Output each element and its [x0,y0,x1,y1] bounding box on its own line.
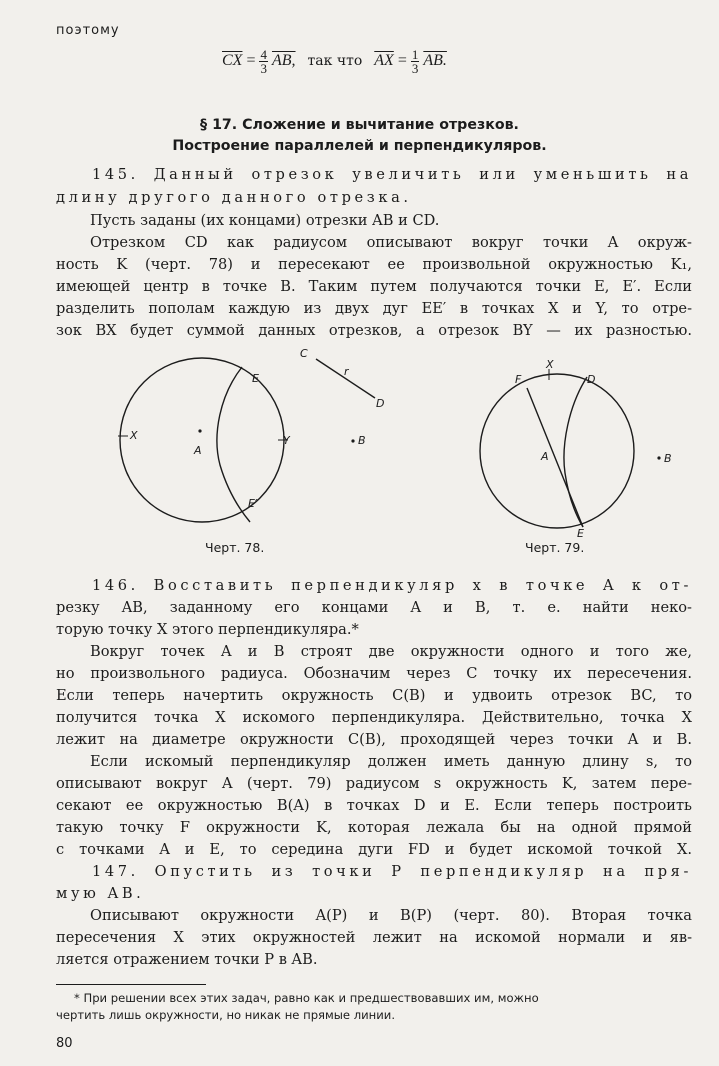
figure-79 [455,355,695,555]
fig79-circle-k [480,374,634,528]
para-145-line4: Отрезком CD как радиусом описывают вокруг точки A окруж- [90,234,692,251]
para-145-line8: зок BX будет суммой данных отрезков, а отрезок BY — их разностью. [56,322,692,339]
formula-connective: так что [307,53,363,70]
para-146-line1: 146. Восставить перпендикуляр x в точке A к от- [92,577,692,594]
para-147-line4: пересечения X этих окружностей лежит на искомой нормали и яв- [56,929,692,946]
intro-word: поэтому [56,23,120,38]
fig78-arc-k1 [217,367,250,522]
fig79-label-x: X [546,358,554,371]
fig78-label-r: r [344,365,349,378]
fig79-label-d: D [587,373,596,386]
para-146-line13: с точками A и E, то середина дуги FD и будет искомой точкой X. [56,841,692,858]
fig79-label-a: A [541,450,549,463]
para-145-line3: Пусть заданы (их концами) отрезки AB и CD. [90,212,440,229]
para-147-line2: мую AB. [56,885,145,902]
formula: $\overline{CX}$ = $\frac{4}{3}$ AB, так что $\overline{AX}$ = $\frac{1}{3}$ AB. [222,47,447,76]
footnote-rule [56,984,206,985]
fig79-label-b: B [664,452,672,465]
para-146-line7: получится точка X искомого перпендикуляра. Действительно, точка X [56,709,692,726]
formula-fraction-4-3 [259,48,268,75]
para-145-line6: имеющей центр в точке B. Таким путем получаются точки E, E′. Если [56,278,692,295]
para-145-line7: разделить пополам каждую из двух дуг EE′ в точках X и Y, то отре- [56,300,692,317]
para-146-line10: описывают вокруг A (черт. 79) радиусом s окружность K, затем пере- [56,775,692,792]
para-146-line8: лежит на диаметре окружности C(B), проходящей через точки A и B. [56,731,692,748]
footnote-line2: чертить лишь окружности, но никак не прямые линии. [56,1008,396,1022]
fig78-label-y: Y [283,434,290,447]
para-146-line4: Вокруг точек A и B строят две окружности одного и того же, [90,643,692,660]
fig79-point-b [657,456,660,459]
para-145-line1: 145. Данный отрезок увеличить или уменьшить на [92,166,692,183]
frac1-numerator: 4 [260,47,267,62]
fig79-line-fe [527,388,583,527]
para-147-line1: 147. Опустить из точки P перпендикуляр на пря- [92,863,692,880]
para-145-line5: ность K (черт. 78) и пересекают ее произвольной окружностью K₁, [56,256,692,273]
page-number: 80 [56,1036,73,1051]
fig79-label-f: F [515,373,522,386]
para-146-line9: Если искомый перпендикуляр должен иметь данную длину s, то [90,753,692,770]
para-146-line2: резку AB, заданному его концами A и B, т. е. найти неко- [56,599,692,616]
fig78-circle-k [120,358,284,522]
para-147-line5: ляется отражением точки P в AB. [56,951,318,968]
fig78-label-c: C [300,347,308,360]
footnote-line1: * При решении всех этих задач, равно как и предшествовавших им, можно [74,991,539,1005]
para-146-line6: Если теперь начертить окружность C(B) и удвоить отрезок BC, то [56,687,692,704]
frac2-denominator: 3 [411,61,419,76]
fig79-arc-ba [564,377,587,527]
fig79-caption: Черт. 79. [525,540,585,555]
fig78-label-a: A [194,444,202,457]
frac1-denominator: 3 [260,61,267,76]
fig78-label-d: D [376,397,385,410]
figure-78 [100,340,410,555]
fig79-label-e: E [577,527,584,540]
fig78-label-e-prime: E′ [248,497,258,510]
para-146-line12: такую точку F окружности K, которая лежала бы на одной прямой [56,819,692,836]
fig78-point-b [351,439,354,442]
fig78-caption: Черт. 78. [205,540,265,555]
para-147-line3: Описывают окружности A(P) и B(P) (черт. 80). Вторая точка [90,907,692,924]
formula-ab-1: AB, [271,52,296,70]
fig78-label-e: E [252,372,259,385]
formula-ax: $\overline{AX}$ [374,52,394,70]
fig78-label-b: B [358,434,366,447]
formula-ab-2: AB. [423,52,447,70]
frac2-numerator: 1 [411,47,419,62]
formula-fraction-1-3 [411,48,420,75]
section-title-line1: § 17. Сложение и вычитание отрезков. [200,117,519,133]
para-146-line11: секают ее окружностью B(A) в точках D и E. Если теперь построить [56,797,692,814]
fig78-point-a [198,429,201,432]
fig78-label-x: X [130,429,138,442]
para-146-line3: торую точку X этого перпендикуляра.* [56,621,359,638]
section-title-line2: Построение параллелей и перпендикуляров. [172,138,547,154]
para-145-line2: длину другого данного отрезка. [56,189,412,206]
para-146-line5: но произвольного радиуса. Обозначим через C точку их пересечения. [56,665,692,682]
formula-cx: $\overline{CX}$ [222,52,243,70]
